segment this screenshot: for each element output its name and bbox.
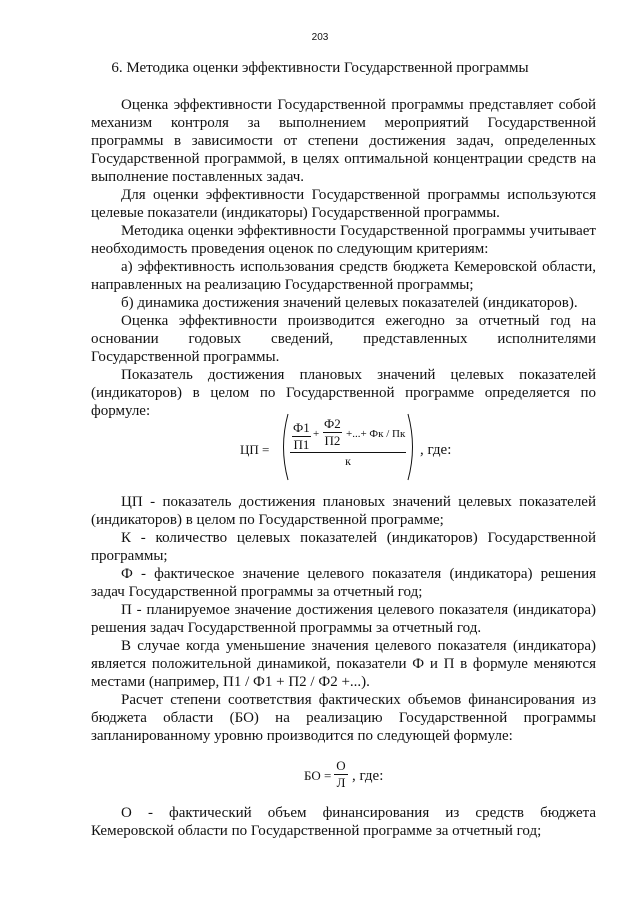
paragraph: а) эффективность использования средств бюджета Кемеровской области, направленных на реализацию Государственной программы; (91, 259, 596, 293)
paragraph: Оценка эффективности производится ежегодно за отчетный год на основании годовых сведений, представленных исполнителями Государственной программы. (91, 313, 596, 365)
page-number: 203 (311, 32, 329, 43)
formula-cp-numerator (290, 416, 406, 452)
fraction-f2-p2 (323, 416, 342, 449)
text-block-o-definition (91, 804, 596, 840)
paragraph: ЦП - показатель достижения плановых значений целевых показателей (индикаторов) в целом по Государственной программе; (91, 494, 596, 528)
fraction-numerator: Ф2 (324, 416, 341, 431)
formula-bo-fraction (334, 758, 348, 791)
right-parenthesis (406, 412, 418, 482)
formula-bo-tail: , где: (352, 768, 384, 784)
fraction-bar (290, 452, 406, 453)
left-parenthesis (278, 412, 290, 482)
formula-bo (304, 756, 504, 796)
paragraph: б) динамика достижения значений целевых показателей (индикаторов). (121, 295, 578, 311)
plus-sign: + (313, 428, 320, 440)
paragraph: К - количество целевых показателей (индикаторов) Государственной программы; (91, 530, 596, 564)
fraction-denominator: П1 (293, 437, 310, 452)
formula-cp (240, 412, 540, 484)
fraction-f1-p1 (292, 420, 311, 453)
formula-cp-denominator: к (345, 454, 351, 468)
formula-bo-label: БО = (304, 768, 332, 783)
fraction-numerator: О (334, 758, 348, 775)
text-block-intro (91, 96, 596, 420)
paragraph: П - планируемое значение достижения целевого показателя (индикатора) решения задач Государственной программы за отчетный год. (91, 602, 596, 636)
paragraph: Расчет степени соответствия фактических объемов финансирования из бюджета области (БО) на реализацию Государственной программы запланированному уровню производится по следующей формуле: (91, 692, 596, 744)
formula-cp-label: ЦП = (240, 442, 270, 457)
section-title: 6. Методика оценки эффективности Государственной программы (111, 60, 529, 76)
paragraph: Методика оценки эффективности Государственной программы учитывает необходимость проведения оценок по следующим критериям: (91, 223, 596, 257)
paragraph: Ф - фактическое значение целевого показателя (индикатора) решения задач Государственной программы за отчетный год; (91, 566, 596, 600)
paragraph: Показатель достижения плановых значений целевых показателей (индикаторов) в целом по Государственной программе определяется по формуле: (91, 367, 596, 419)
ellipsis-term: +...+ Фк / Пк (346, 428, 406, 440)
fraction-denominator: П2 (324, 433, 341, 448)
paragraph: О - фактический объем финансирования из средств бюджета Кемеровской области по Государственной программе за отчетный год; (91, 805, 596, 839)
paragraph: Для оценки эффективности Государственной программы используются целевые показатели (индикаторы) Государственной программы. (91, 187, 596, 221)
fraction-denominator: Л (336, 775, 346, 790)
text-block-definitions (91, 493, 596, 745)
formula-cp-tail: , где: (420, 442, 452, 458)
paragraph: Оценка эффективности Государственной программы представляет собой механизм контроля за выполнением мероприятий Государственной программы в зависимости от степени достижения задач, определенных Государственной программой, в целях оптимальной концентрации средств на выполнение поставленных задач. (91, 97, 596, 185)
paragraph: В случае когда уменьшение значения целевого показателя (индикатора) является положительной динамикой, показатели Ф и П в формуле меняются местами (например, П1 / Ф1 + П2 / Ф2 +...). (91, 638, 596, 690)
fraction-numerator: Ф1 (293, 420, 310, 435)
